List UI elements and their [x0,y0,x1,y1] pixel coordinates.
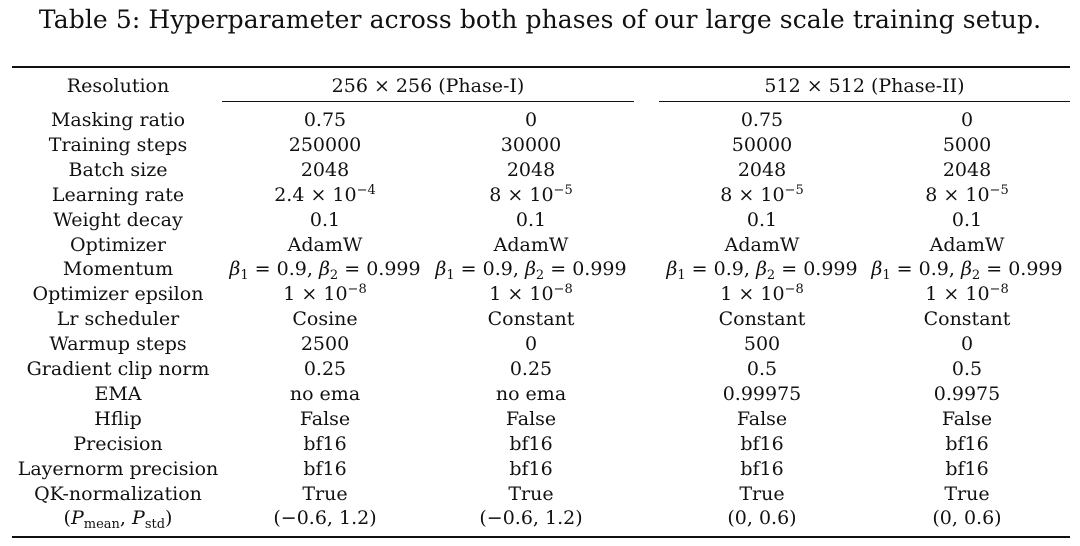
table-cell: 250000 [288,133,362,156]
table-cell: 0 [960,333,974,356]
row-label: ($P_{mean}$, $P_{std}$) [63,507,173,533]
table-cell: 2048 [737,158,787,181]
row-label: Lr scheduler [56,308,180,331]
table-cell: $2.4 \times 10^{-4}$ [274,182,376,206]
row-label: Gradient clip norm [26,358,210,380]
table-cell: bf16 [740,432,784,455]
header-phase-2: 512 × 512 (Phase-II) [764,75,965,97]
table-row [0,108,1080,133]
table-cell: 2500 [300,333,350,356]
table-cell: 0.75 [303,109,347,131]
table-cell: True [302,482,348,505]
table-row [0,482,1080,507]
table-row [0,208,1080,233]
row-label: Batch size [68,158,168,181]
table-cell: (−0.6, 1.2) [273,507,377,530]
table-cell: bf16 [509,432,553,455]
table-cell: $\beta_1 = 0.9$, $\beta_2 = 0.999$ [666,258,858,284]
table-cell: True [944,482,990,505]
table-cell: bf16 [303,432,347,455]
table-cell: 2048 [506,158,556,181]
row-label: Optimizer epsilon [32,283,204,306]
table-cell: $8 \times 10^{-5}$ [489,182,573,206]
table-cell: (0, 0.6) [932,507,1002,530]
phase-1-rule [222,101,634,102]
table-row [0,432,1080,457]
table-cell: 0.5 [746,358,778,380]
table-cell: 30000 [500,133,562,156]
table-cell: True [508,482,554,505]
row-label: Weight decay [53,208,183,231]
table-cell: Constant [487,308,575,331]
row-label: EMA [94,382,142,405]
table-cell: (−0.6, 1.2) [479,507,583,530]
table-cell: 0.9975 [933,382,1001,405]
table-cell: (0, 0.6) [727,507,797,530]
table-bottom-rule [12,536,1070,538]
table-cell: 0 [960,109,974,131]
table-cell: False [505,407,557,430]
table-row [0,183,1080,208]
table-top-rule [12,66,1070,68]
table-cell: bf16 [740,457,784,480]
table-cell: bf16 [303,457,347,480]
table-row [0,457,1080,482]
table-cell: $\beta_1 = 0.9$, $\beta_2 = 0.999$ [435,258,627,284]
table-cell: Cosine [292,308,358,331]
table-cell: 0.1 [746,208,778,231]
table-row [0,307,1080,332]
row-label: Layernorm precision [17,457,219,480]
table-cell: False [941,407,993,430]
table-cell: 0 [524,109,538,131]
table-cell: 0.99975 [722,382,802,405]
table-row [0,282,1080,307]
table-row [0,332,1080,357]
table-cell: $1 \times 10^{-8}$ [283,282,367,306]
table-row [0,233,1080,258]
table-row [0,158,1080,183]
table-cell: $1 \times 10^{-8}$ [489,282,573,306]
table-cell: Constant [718,308,806,331]
table-cell: AdamW [493,233,569,256]
table-cell: 0.1 [309,208,341,231]
table-cell: AdamW [929,233,1005,256]
table-cell: 500 [743,333,781,356]
table-row [0,257,1080,282]
row-label: Training steps [48,133,188,156]
table-cell: 0.5 [951,358,983,380]
table-cell: AdamW [287,233,363,256]
table-row [0,407,1080,432]
row-label: Hflip [94,407,142,430]
table-cell: 0.1 [951,208,983,231]
row-label: QK-normalization [34,482,202,505]
row-label: Momentum [62,258,174,281]
table-cell: 2048 [942,158,992,181]
header-phase-1: 256 × 256 (Phase-I) [331,75,525,97]
row-label: Masking ratio [50,109,186,131]
table-cell: 0.1 [515,208,547,231]
table-cell: bf16 [509,457,553,480]
table-cell: $1 \times 10^{-8}$ [925,282,1009,306]
table-cell: 0.75 [740,109,784,131]
table-cell: True [739,482,785,505]
table-cell: AdamW [724,233,800,256]
table-cell: $\beta_1 = 0.9$, $\beta_2 = 0.999$ [871,258,1063,284]
table-cell: 0.25 [303,358,347,380]
table-cell: no ema [289,382,361,405]
table-cell: $8 \times 10^{-5}$ [720,182,804,206]
table-cell: bf16 [945,457,989,480]
table-cell: 2048 [300,158,350,181]
table-row [0,506,1080,531]
row-label: Warmup steps [49,333,187,356]
table-cell: 0.25 [509,358,553,380]
table-cell: False [299,407,351,430]
table-cell: $8 \times 10^{-5}$ [925,182,1009,206]
table-cell: 0 [524,333,538,356]
table-row [0,357,1080,382]
table-row [0,133,1080,158]
row-label: Learning rate [51,183,185,206]
row-label: Optimizer [70,233,166,256]
table-cell: 5000 [942,133,992,156]
table-cell: Constant [923,308,1011,331]
table-cell: 50000 [731,133,793,156]
phase-2-rule [659,101,1070,102]
table-row [0,382,1080,407]
row-label: Precision [73,432,163,455]
table-cell: False [736,407,788,430]
table-cell: no ema [495,382,567,405]
table-caption: Table 5: Hyperparameter across both phases of our large scale training setup. [38,5,1042,34]
table-cell: $1 \times 10^{-8}$ [720,282,804,306]
table-cell: $\beta_1 = 0.9$, $\beta_2 = 0.999$ [229,258,421,284]
table-cell: bf16 [945,432,989,455]
header-resolution: Resolution [66,75,170,97]
